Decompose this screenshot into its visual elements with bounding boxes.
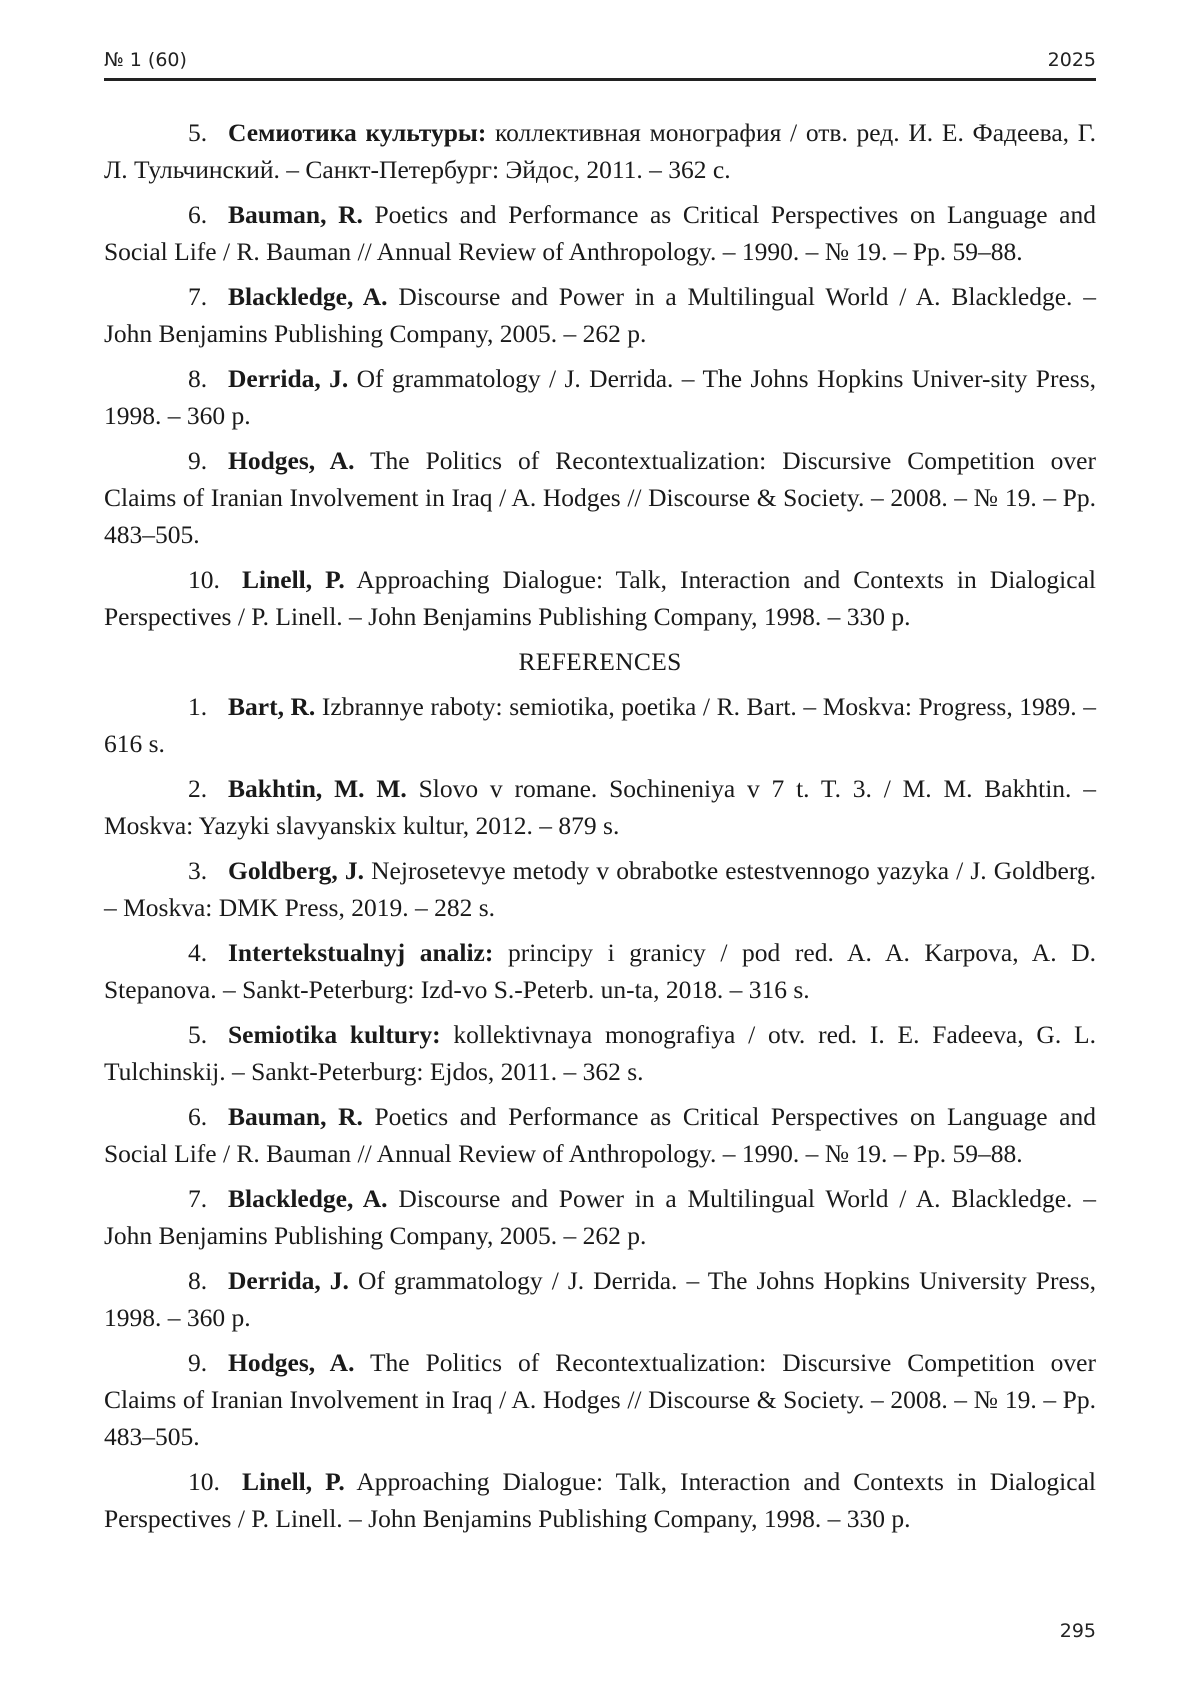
entry-text: Discourse and Power in a Multilingual World / A. Blackledge. – John Benjamins Publishing Company, 2005. – 262 p. bbox=[104, 282, 1096, 348]
entry-number: 8. bbox=[188, 1266, 208, 1295]
page-body bbox=[104, 114, 1096, 1545]
entry-author: Semiotika kultury: bbox=[228, 1020, 441, 1049]
bibliography-entry bbox=[104, 114, 1096, 188]
entry-number: 10. bbox=[188, 1467, 220, 1496]
entry-number: 6. bbox=[188, 1102, 208, 1131]
reference-entry bbox=[104, 1262, 1096, 1336]
entry-number: 4. bbox=[188, 938, 208, 967]
entry-number: 10. bbox=[188, 565, 220, 594]
entry-author: Blackledge, A. bbox=[228, 282, 388, 311]
reference-entry bbox=[104, 770, 1096, 844]
page-number: 295 bbox=[1059, 1620, 1096, 1642]
entry-number: 1. bbox=[188, 692, 208, 721]
running-header bbox=[104, 44, 1096, 81]
bibliography-entry bbox=[104, 561, 1096, 635]
entry-text: The Politics of Recontextualization: Discursive Competition over Claims of Iranian Involvement in Iraq / A. Hodges // Discourse & Society. – 2008. – № 19. – Pp. 483–505. bbox=[104, 1348, 1096, 1451]
bibliography-entry bbox=[104, 360, 1096, 434]
entry-number: 9. bbox=[188, 1348, 208, 1377]
entry-number: 2. bbox=[188, 774, 208, 803]
journal-issue: № 1 (60) bbox=[104, 49, 187, 71]
reference-entry bbox=[104, 688, 1096, 762]
entry-text: Of grammatology / J. Derrida. – The Johns Hopkins University Press, 1998. – 360 p. bbox=[104, 1266, 1096, 1332]
entry-author: Linell, P. bbox=[242, 565, 345, 594]
entry-author: Bauman, R. bbox=[228, 200, 363, 229]
entry-number: 3. bbox=[188, 856, 208, 885]
entry-text: Poetics and Performance as Critical Perspectives on Language and Social Life / R. Bauman // Annual Review of Anthropology. – 1990. – № 19. – Pp. 59–88. bbox=[104, 200, 1096, 266]
entry-author: Blackledge, A. bbox=[228, 1184, 388, 1213]
reference-entry bbox=[104, 1180, 1096, 1254]
entry-text: Discourse and Power in a Multilingual World / A. Blackledge. – John Benjamins Publishing Company, 2005. – 262 p. bbox=[104, 1184, 1096, 1250]
entry-text: The Politics of Recontextualization: Discursive Competition over Claims of Iranian Involvement in Iraq / A. Hodges // Discourse & Society. – 2008. – № 19. – Pp. 483–505. bbox=[104, 446, 1096, 549]
entry-text: principy i granicy / pod red. A. A. Karpova, A. D. Stepanova. – Sankt-Peterburg: Izd-vo S.-Peterb. un-ta, 2018. – 316 s. bbox=[104, 938, 1096, 1004]
bibliography-entry bbox=[104, 278, 1096, 352]
journal-year: 2025 bbox=[1047, 49, 1096, 71]
entry-number: 6. bbox=[188, 200, 208, 229]
reference-entry bbox=[104, 1098, 1096, 1172]
entry-author: Bart, R. bbox=[228, 692, 316, 721]
entry-number: 8. bbox=[188, 364, 208, 393]
entry-text: Of grammatology / J. Derrida. – The Johns Hopkins Univer-sity Press, 1998. – 360 p. bbox=[104, 364, 1096, 430]
reference-entry bbox=[104, 1344, 1096, 1455]
references-list bbox=[104, 688, 1096, 1537]
entry-text: Approaching Dialogue: Talk, Interaction and Contexts in Dialogical Perspectives / P. Linell. – John Benjamins Publishing Company, 1998. – 330 p. bbox=[104, 565, 1096, 631]
entry-author: Linell, P. bbox=[242, 1467, 345, 1496]
entry-author: Intertekstualnyj analiz: bbox=[228, 938, 494, 967]
entry-author: Derrida, J. bbox=[228, 364, 349, 393]
references-heading: REFERENCES bbox=[518, 647, 682, 676]
entry-text: Approaching Dialogue: Talk, Interaction and Contexts in Dialogical Perspectives / P. Linell. – John Benjamins Publishing Company, 1998. – 330 p. bbox=[104, 1467, 1096, 1533]
reference-entry bbox=[104, 1463, 1096, 1537]
entry-author: Bakhtin, M. M. bbox=[228, 774, 407, 803]
reference-entry bbox=[104, 852, 1096, 926]
entry-number: 5. bbox=[188, 118, 208, 147]
reference-entry bbox=[104, 1016, 1096, 1090]
entry-author: Derrida, J. bbox=[228, 1266, 349, 1295]
bibliography-list bbox=[104, 114, 1096, 635]
entry-text: Slovo v romane. Sochineniya v 7 t. T. 3. / M. M. Bakhtin. – Moskva: Yazyki slavyanskix kultur, 2012. – 879 s. bbox=[104, 774, 1096, 840]
entry-text: коллективная монография / отв. ред. И. Е. Фадеева, Г. Л. Тульчинский. – Санкт-Петербург: Эйдос, 2011. – 362 с. bbox=[104, 118, 1096, 184]
entry-text: Nejrosetevye metody v obrabotke estestvennogo yazyka / J. Goldberg. – Moskva: DMK Press, 2019. – 282 s. bbox=[104, 856, 1096, 922]
entry-number: 5. bbox=[188, 1020, 208, 1049]
entry-number: 9. bbox=[188, 446, 208, 475]
entry-text: kollektivnaya monografiya / otv. red. I. E. Fadeeva, G. L. Tulchinskij. – Sankt-Peterburg: Ejdos, 2011. – 362 s. bbox=[104, 1020, 1096, 1086]
entry-author: Hodges, A. bbox=[228, 446, 355, 475]
bibliography-entry bbox=[104, 442, 1096, 553]
entry-author: Bauman, R. bbox=[228, 1102, 363, 1131]
entry-author: Hodges, A. bbox=[228, 1348, 355, 1377]
reference-entry bbox=[104, 934, 1096, 1008]
bibliography-entry bbox=[104, 196, 1096, 270]
entry-text: Poetics and Performance as Critical Perspectives on Language and Social Life / R. Bauman // Annual Review of Anthropology. – 1990. – № 19. – Pp. 59–88. bbox=[104, 1102, 1096, 1168]
entry-author: Goldberg, J. bbox=[228, 856, 365, 885]
entry-author: Семиотика культуры: bbox=[228, 118, 487, 147]
entry-number: 7. bbox=[188, 1184, 208, 1213]
entry-number: 7. bbox=[188, 282, 208, 311]
entry-text: Izbrannye raboty: semiotika, poetika / R. Bart. – Moskva: Progress, 1989. – 616 s. bbox=[104, 692, 1097, 758]
